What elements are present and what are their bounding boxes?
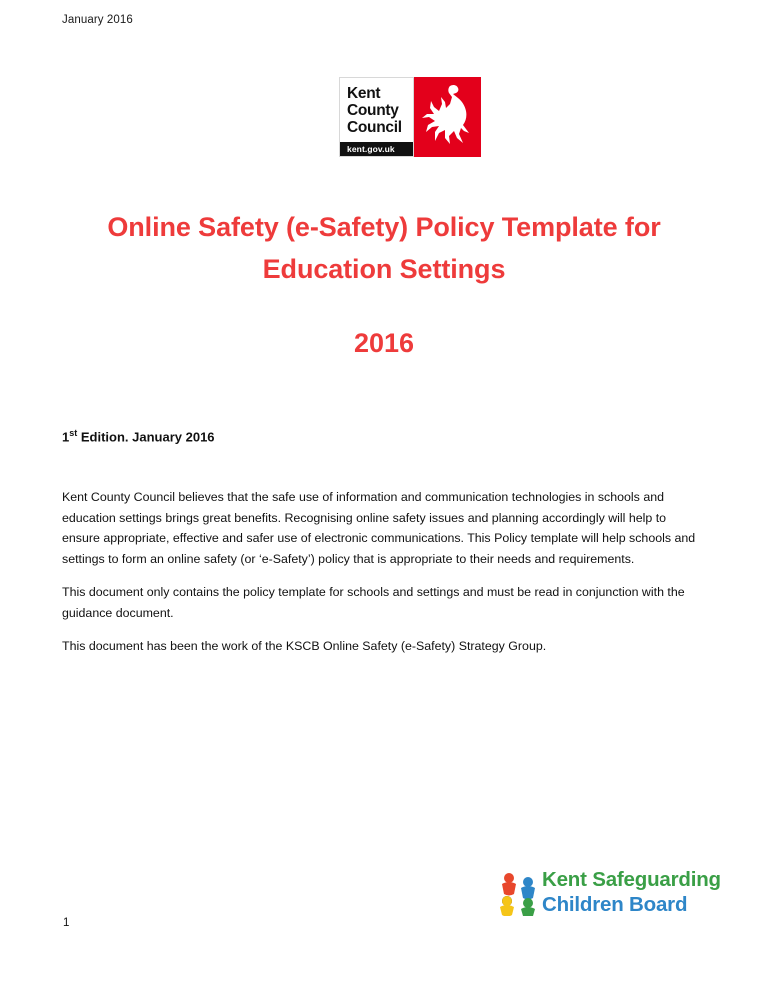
document-title: Online Safety (e-Safety) Policy Template for Education Settings	[107, 212, 661, 284]
people-puzzle-icon	[498, 870, 540, 916]
kcc-logo-line3: Council	[347, 119, 402, 136]
body-text	[62, 487, 707, 670]
edition-line	[62, 428, 215, 444]
kcc-logo-line1: Kent	[347, 85, 381, 102]
kcc-logo-wordmark	[339, 77, 414, 157]
body-paragraph: This document has been the work of the KSCB Online Safety (e-Safety) Strategy Group.	[62, 639, 547, 653]
body-paragraph: Kent County Council believes that the safe use of information and communication technologies in schools and education settings brings great benefits. Recognising online safety issues and planning accordingly will help to ensure appropriate, effective and safer use of electronic communications. This Policy template will help schools and settings to form an online safety (or ‘e-Safety’) policy that is appropriate to their needs and requirements.	[62, 490, 696, 566]
rampant-horse-icon	[414, 77, 481, 157]
kent-safeguarding-children-board-logo	[498, 866, 746, 924]
edition-ordinal: st	[69, 428, 78, 438]
kscb-line1: Kent Safeguarding	[542, 868, 721, 891]
kscb-line2: Children Board	[542, 893, 688, 916]
body-paragraph: This document only contains the policy template for schools and settings and must be read in conjunction with the guidance document.	[62, 585, 685, 620]
header-date: January 2016	[62, 14, 133, 26]
edition-number: 1	[62, 429, 70, 445]
kcc-logo-url: kent.gov.uk	[340, 142, 413, 156]
kent-county-council-logo	[338, 76, 482, 158]
page-number: 1	[63, 917, 70, 929]
document-year: 2016	[353, 328, 415, 358]
kscb-wordmark	[542, 867, 721, 917]
kcc-logo-line2: County	[347, 102, 399, 119]
edition-suffix: Edition. January 2016	[77, 429, 215, 445]
